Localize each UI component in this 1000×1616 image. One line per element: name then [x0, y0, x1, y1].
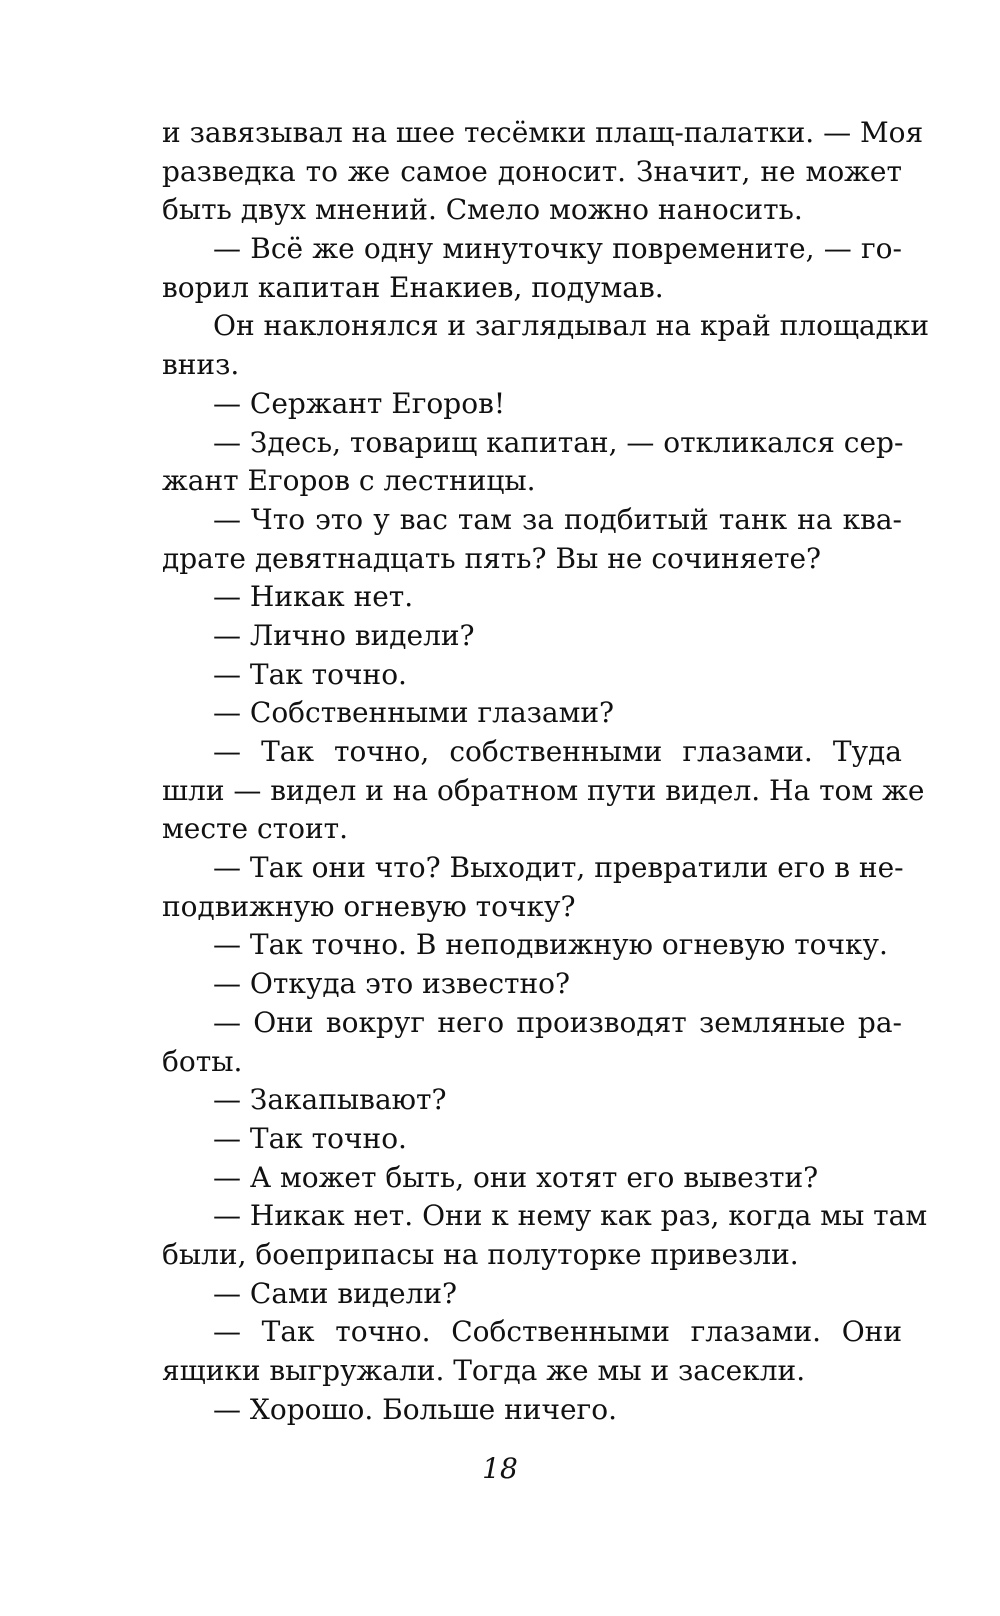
text-line: ворил капитан Енакиев, подумав.: [162, 270, 664, 304]
text-line: быть двух мнений. Смело можно наносить.: [162, 193, 803, 227]
text-line: жант Егоров с лестницы.: [162, 464, 536, 498]
page-number: 18: [482, 1452, 518, 1485]
text-line: — Никак нет.: [213, 580, 414, 614]
text-line: — Так точно. В неподвижную огневую точку.: [213, 928, 888, 962]
text-line: — А может быть, они хотят его вывезти?: [213, 1160, 819, 1194]
text-line: — Всё же одну минуточку повремените, — го-: [213, 232, 902, 266]
text-line: — Так они что? Выходит, превратили его в не-: [213, 851, 904, 885]
text-line: — Так точно, собственными глазами. Туда: [213, 735, 902, 768]
text-line: — Они вокруг него производят земляные ра-: [213, 1005, 902, 1039]
text-line: — Хорошо. Больше ничего.: [213, 1392, 617, 1426]
text-line: — Откуда это известно?: [213, 967, 571, 1001]
text-line: Он наклонялся и заглядывал на край площадки: [213, 309, 930, 343]
text-line: разведка то же самое доносит. Значит, не может: [162, 154, 902, 188]
text-line: месте стоит.: [162, 812, 349, 846]
text-line: — Сами видели?: [213, 1276, 458, 1310]
text-line: были, боеприпасы на полуторке привезли.: [162, 1237, 799, 1271]
text-line: — Так точно.: [213, 657, 407, 691]
text-line: — Закапывают?: [213, 1083, 447, 1117]
text-line: — Так точно. Собственными глазами. Они: [213, 1315, 902, 1349]
text-line: подвижную огневую точку?: [162, 889, 576, 923]
text-line: — Что это у вас там за подбитый танк на ква-: [213, 502, 902, 536]
text-line: и завязывал на шее тесёмки плащ-палатки. — Моя: [162, 116, 924, 149]
text-line: драте девятнадцать пять? Вы не сочиняете?: [162, 541, 822, 575]
text-line: шли — видел и на обратном пути видел. На том же: [162, 773, 925, 807]
text-line: — Лично видели?: [213, 618, 475, 652]
body-text: [162, 114, 930, 1429]
text-line: — Никак нет. Они к нему как раз, когда мы там: [213, 1199, 928, 1233]
text-line: ящики выгружали. Тогда же мы и засекли.: [162, 1354, 806, 1387]
text-line: — Здесь, товарищ капитан, — откликался сер-: [213, 425, 904, 459]
text-line: — Сержант Егоров!: [213, 386, 506, 420]
text-line: боты.: [162, 1044, 243, 1078]
text-line: вниз.: [162, 348, 240, 382]
text-line: — Так точно.: [213, 1121, 407, 1155]
text-line: — Собственными глазами?: [213, 696, 615, 730]
